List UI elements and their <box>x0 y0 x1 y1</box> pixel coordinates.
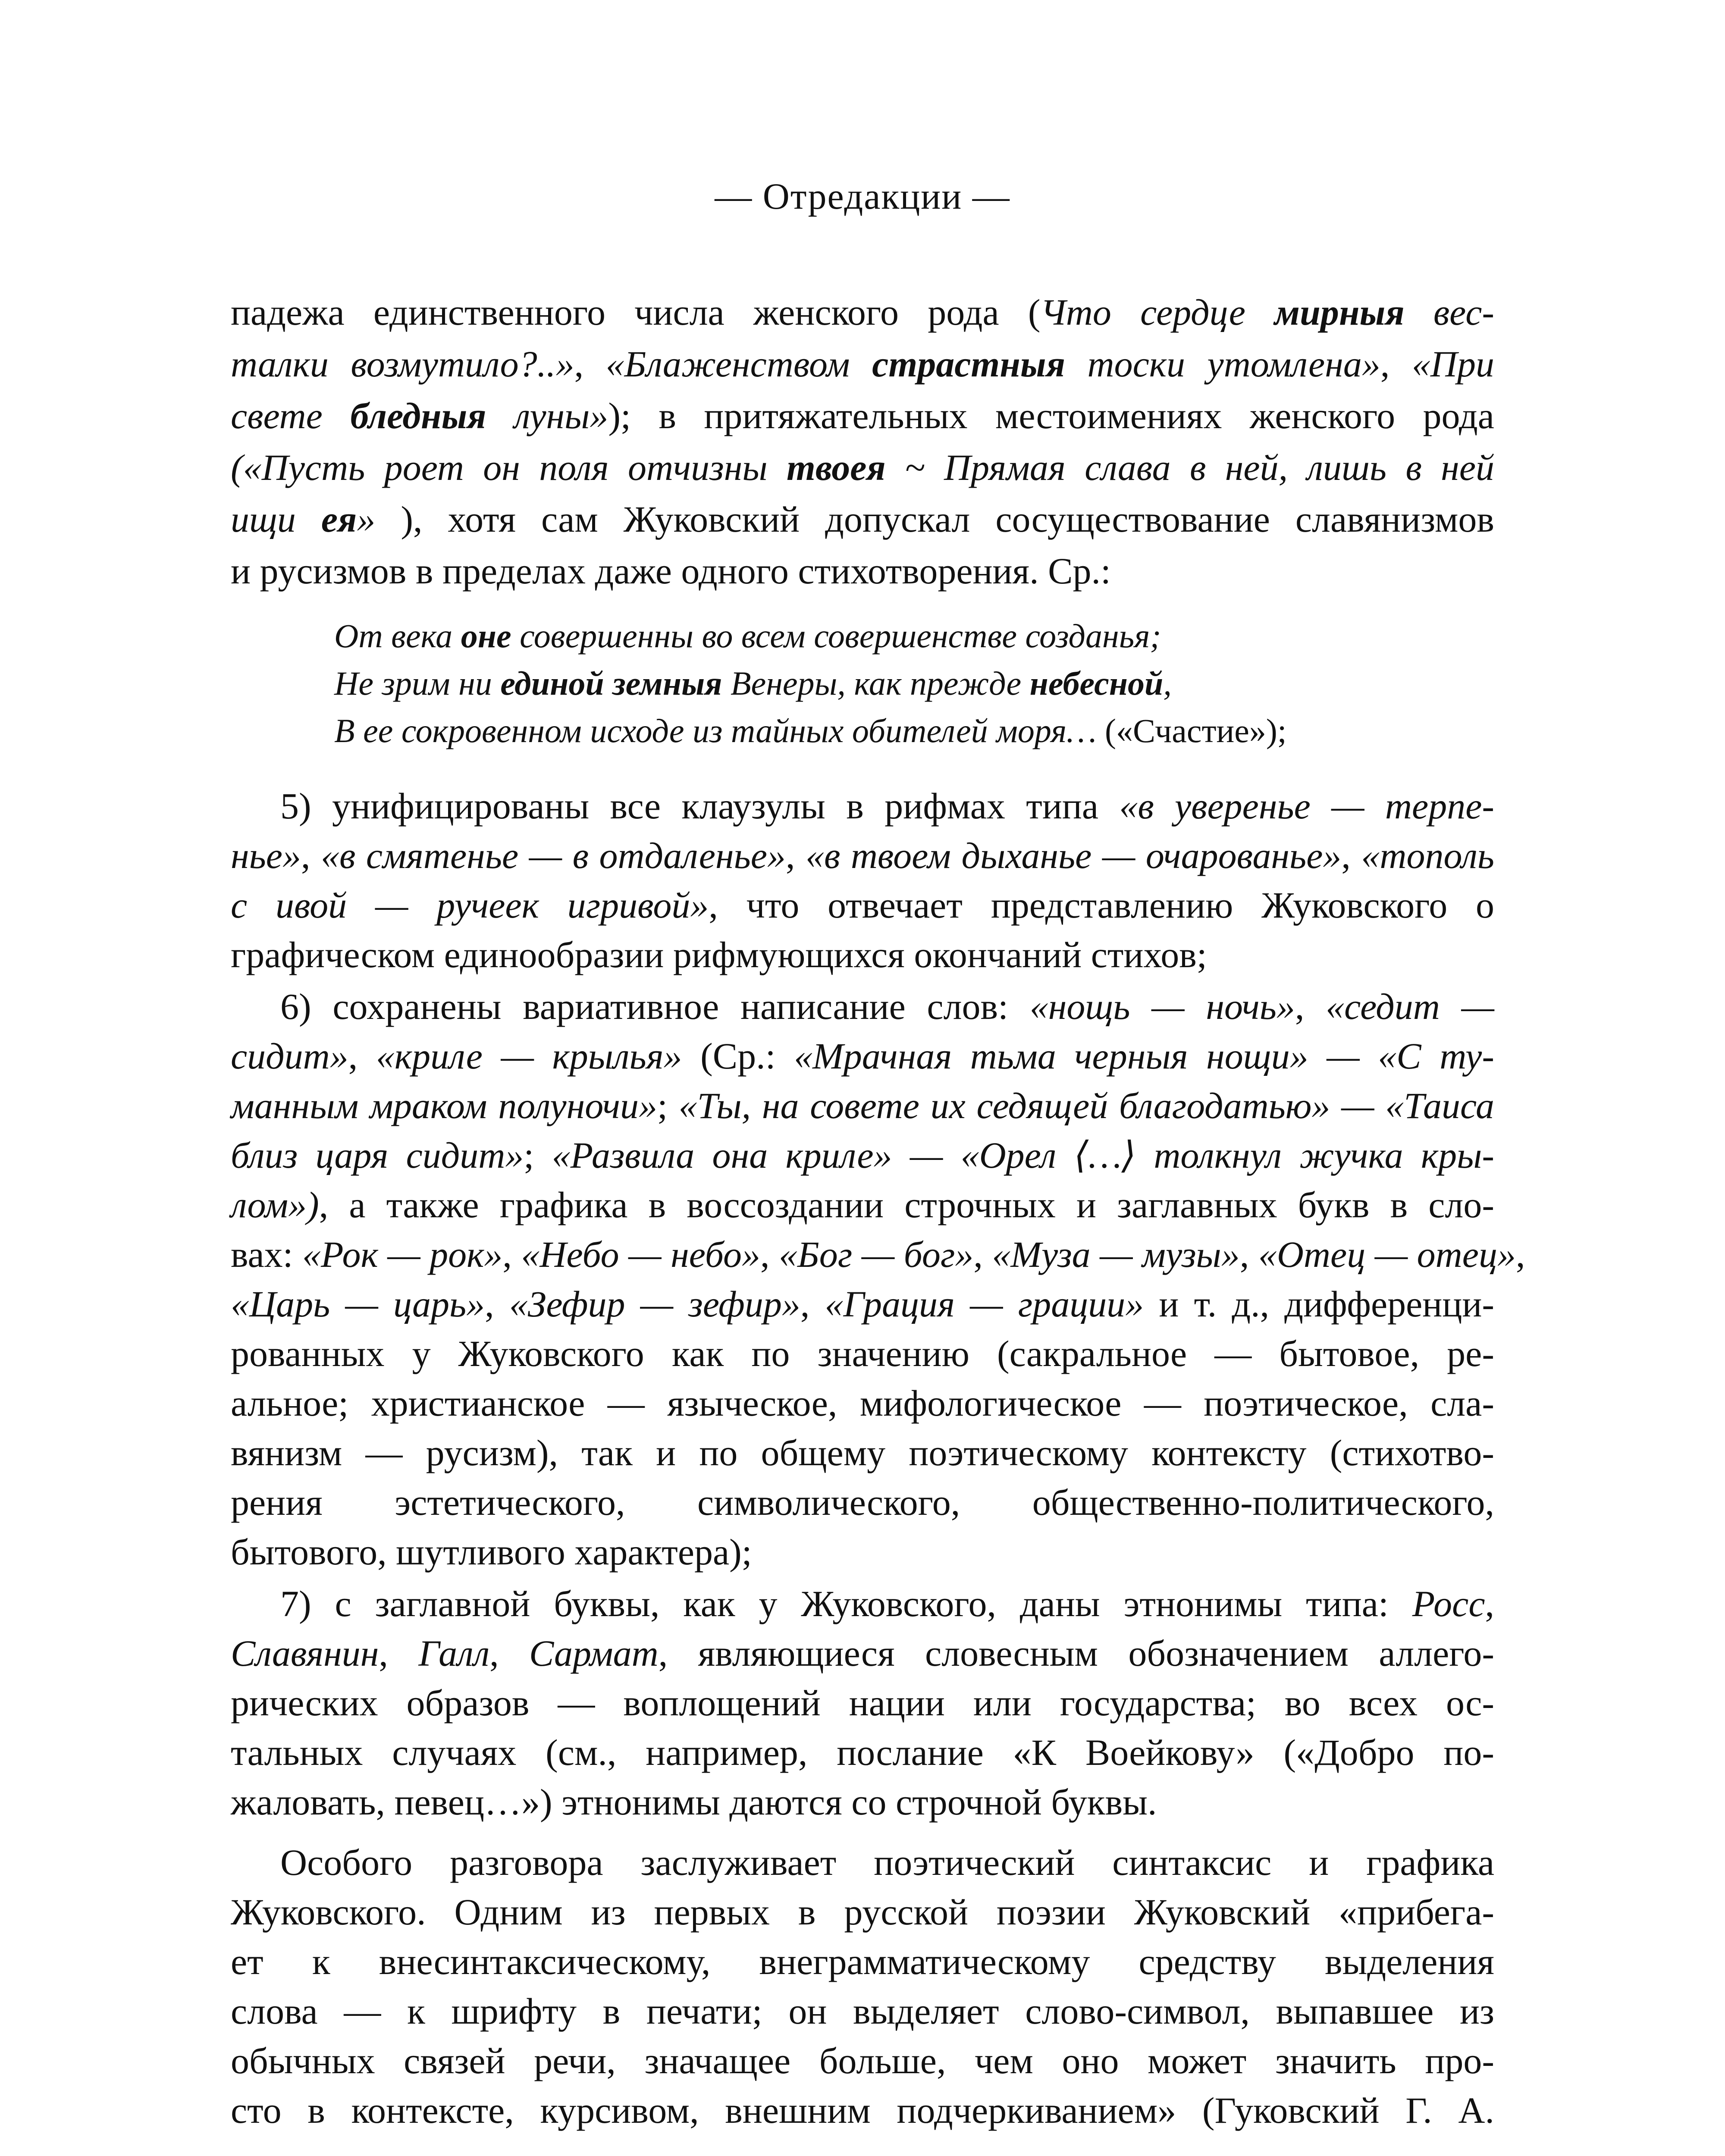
list-item-line: «Царь — царь», «Зефир — зефир», «Грация — грации» и т. д., дифференци- <box>231 1283 1495 1325</box>
running-header: — Отредакции — <box>715 175 1010 217</box>
list-item-line: сидит», «криле — крылья» (Ср.: «Мрачная тьма черныя нощи» — «С ту- <box>231 1035 1494 1077</box>
list-item-line: вах: «Рок — рок», «Небо — небо», «Бог — бог», «Муза — музы», «Отец — отец», <box>231 1234 1525 1275</box>
list-item-line: рических образов — воплощений нации или государства; во всех ос- <box>231 1682 1494 1724</box>
body-line: («Пусть роет он поля отчизны твоея ~ Прямая слава в ней, лишь в ней <box>231 447 1494 488</box>
body-line: ищи ея» ), хотя сам Жуковский допускал сосуществование славянизмов <box>231 498 1494 540</box>
list-item-line: графическом единообразии рифмующихся окончаний стихов; <box>231 934 1207 975</box>
list-item-line: с ивой — ручеек игривой», что отвечает представлению Жуковского о <box>231 884 1495 926</box>
list-item-line: тальных случаях (см., например, послание «К Воейкову» («Добро по- <box>231 1732 1494 1773</box>
body-line: и русизмов в пределах даже одного стихотворения. Ср.: <box>231 550 1111 592</box>
list-item-line: манным мраком полуночи»; «Ты, на совете их седящей благодатью» — «Таиса <box>231 1085 1494 1126</box>
verse-line: От века оне совершенны во всем совершенстве созданья; <box>334 617 1161 655</box>
paragraph-line: Жуковского. Одним из первых в русской поэзии Жуковский «прибега- <box>231 1891 1494 1933</box>
list-item-line: бытового, шутливого характера); <box>231 1531 752 1573</box>
list-item-line: рения эстетического, символического, общественно-политического, <box>231 1482 1494 1523</box>
paragraph-line: Особого разговора заслуживает поэтический синтаксис и графика <box>280 1842 1494 1883</box>
list-item-line: 6) сохранены вариативное написание слов: «нощь — ночь», «седит — <box>280 986 1494 1027</box>
list-item-line: близ царя сидит»; «Развила она криле» — «Орел ⟨…⟩ толкнул жучка кры- <box>231 1134 1494 1176</box>
body-line: свете бледныя луны»); в притяжательных местоимениях женского рода <box>231 395 1494 436</box>
paragraph-line: слова — к шрифту в печати; он выделяет слово-символ, выпавшее из <box>231 1990 1494 2032</box>
list-item-line: Славянин, Галл, Сармат, являющиеся словесным обозначением аллего- <box>231 1633 1495 1674</box>
list-item-line: жаловать, певец…») этнонимы даются со строчной буквы. <box>231 1781 1157 1823</box>
list-item-line: альное; христианское — языческое, мифологическое — поэтическое, сла- <box>231 1382 1494 1424</box>
paragraph-line: сто в контексте, курсивом, внешним подчеркиванием» (Гуковский Г. А. <box>231 2090 1494 2131</box>
verse-line: Не зрим ни единой земныя Венеры, как прежде небесной, <box>334 664 1172 702</box>
list-item-line: 5) унифицированы все клаузулы в рифмах типа «в уверенье — терпе- <box>280 785 1494 827</box>
list-item-line: 7) с заглавной буквы, как у Жуковского, даны этнонимы типа: Росс, <box>280 1583 1494 1624</box>
verse-line: В ее сокровенном исходе из тайных обителей моря… («Счастие»); <box>334 712 1287 749</box>
paragraph-line: обычных связей речи, значащее больше, чем оно может значить про- <box>231 2040 1494 2081</box>
list-item-line: нье», «в смятенье — в отдаленье», «в твоем дыханье — очарованье», «тополь <box>231 835 1495 876</box>
list-item-line: лом»), а также графика в воссоздании строчных и заглавных букв в сло- <box>231 1184 1494 1225</box>
list-item-line: вянизм — русизм), так и по общему поэтическому контексту (стихотво- <box>231 1432 1494 1473</box>
body-line: талки возмутило?..», «Блаженством страстныя тоски утомлена», «При <box>231 343 1495 385</box>
body-line: падежа единственного числа женского рода (Что сердце мирныя вес- <box>231 291 1495 333</box>
list-item-line: рованных у Жуковского как по значению (сакральное — бытовое, ре- <box>231 1333 1494 1374</box>
paragraph-line: ет к внесинтаксическому, внеграмматическому средству выделения <box>231 1941 1494 1982</box>
